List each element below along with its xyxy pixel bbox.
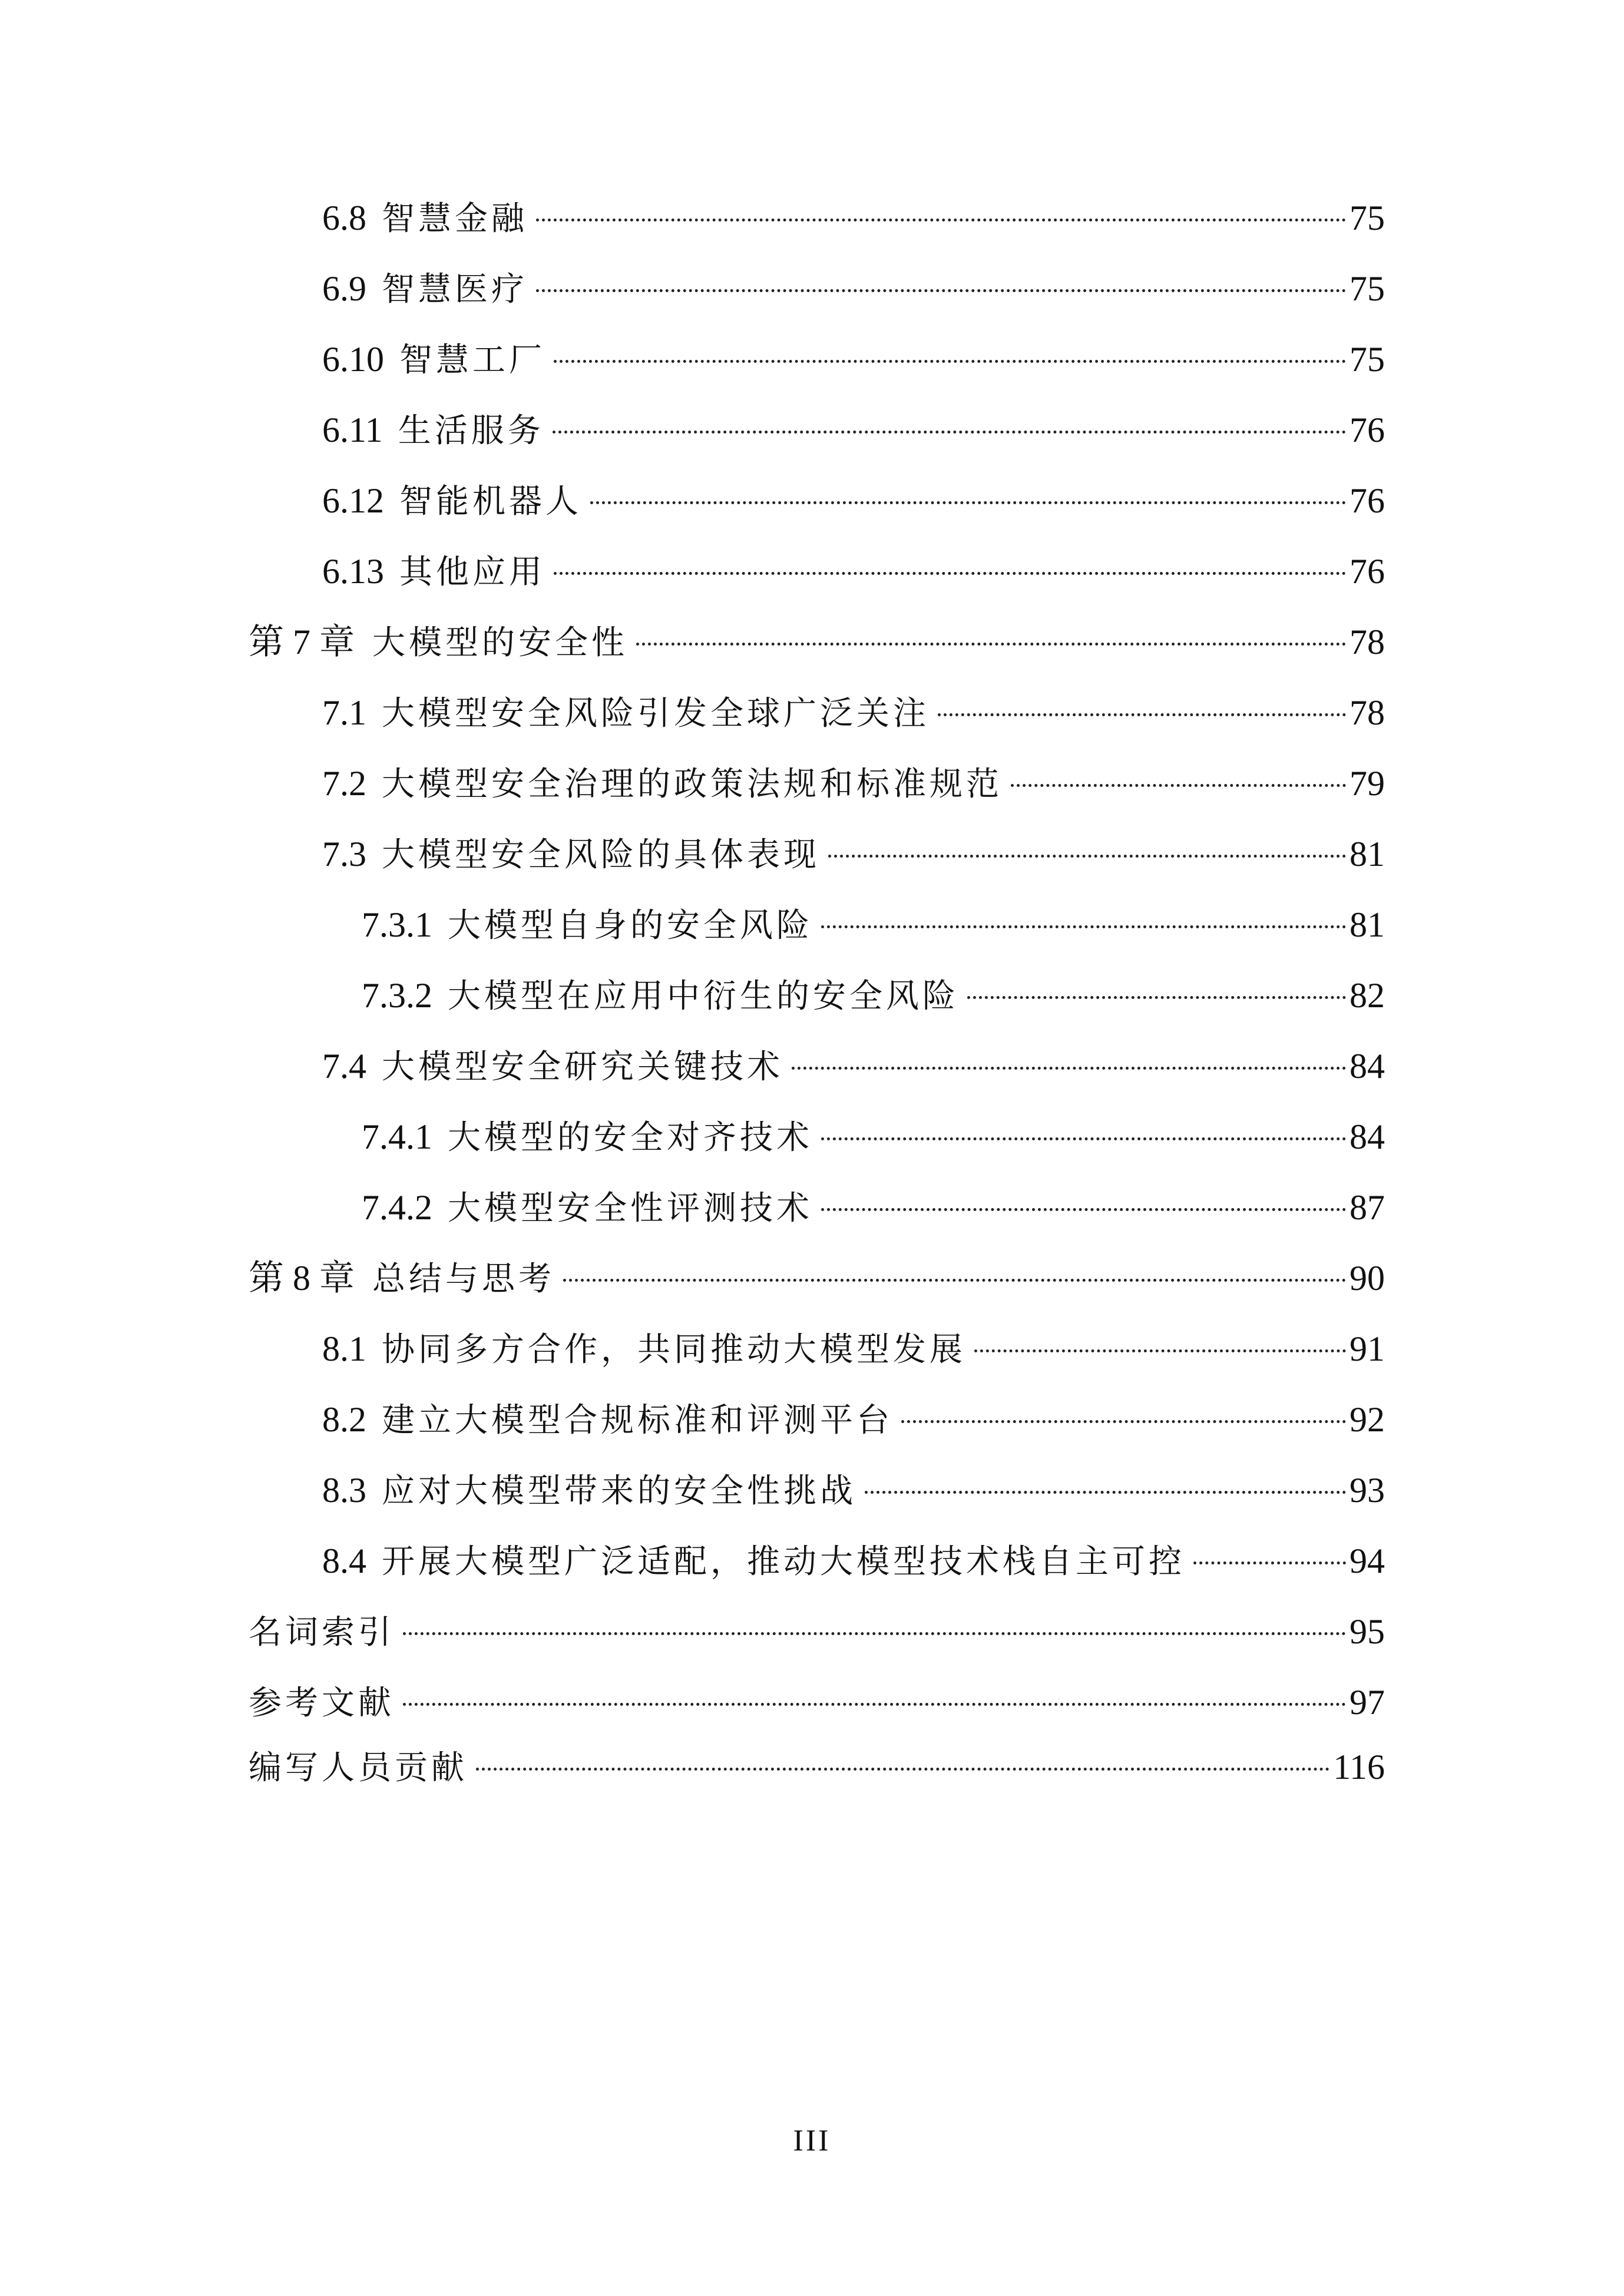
toc-entry-title: 生活服务 — [398, 412, 544, 450]
toc-entry-title: 大模型安全风险引发全球广泛关注 — [382, 694, 930, 733]
dot-leader — [536, 289, 1346, 292]
toc-entry[interactable] — [249, 1738, 1385, 1797]
toc-entry[interactable] — [322, 1461, 1385, 1520]
toc-entry-number: 7.4 — [322, 1047, 366, 1086]
toc-entry-page-number: 76 — [1350, 552, 1385, 591]
toc-entry-number: 7.3.1 — [362, 905, 432, 944]
toc-entry-page-number: 75 — [1350, 198, 1385, 237]
toc-entry-title: 大模型安全风险的具体表现 — [382, 836, 820, 874]
toc-entry-number: 6.8 — [322, 198, 366, 237]
toc-entry-page-number: 76 — [1350, 481, 1385, 520]
toc-entry-title: 智慧医疗 — [382, 270, 528, 309]
toc-entry-page-number: 84 — [1350, 1047, 1385, 1086]
dot-leader — [828, 855, 1346, 858]
dot-leader — [563, 1279, 1346, 1282]
toc-entry-page-number: 81 — [1350, 905, 1385, 944]
toc-entry-title: 大模型在应用中衍生的安全风险 — [448, 977, 959, 1015]
toc-entry[interactable] — [362, 966, 1385, 1025]
toc-entry-title: 大模型的安全性 — [372, 624, 628, 662]
toc-entry-title: 协同多方合作，共同推动大模型发展 — [382, 1331, 966, 1369]
toc-entry-page-number: 97 — [1350, 1683, 1385, 1722]
dot-leader — [865, 1491, 1346, 1494]
dot-leader — [821, 1137, 1346, 1140]
toc-entry[interactable] — [322, 542, 1385, 601]
toc-entry-number: 第 7 章 — [249, 623, 355, 661]
dot-leader — [938, 713, 1346, 716]
dot-leader — [636, 643, 1346, 646]
toc-entry-page-number: 79 — [1350, 764, 1385, 803]
dot-leader — [403, 1703, 1346, 1706]
dot-leader — [553, 431, 1346, 434]
toc-entry-title: 大模型安全性评测技术 — [448, 1189, 813, 1228]
toc-entry-number: 第 8 章 — [249, 1259, 355, 1298]
dot-leader — [403, 1632, 1346, 1635]
toc-entry-number: 6.13 — [322, 552, 384, 591]
dot-leader — [821, 1208, 1346, 1211]
dot-leader — [590, 501, 1346, 504]
toc-entry[interactable] — [322, 1531, 1385, 1590]
toc-entry-title: 名词索引 — [249, 1613, 395, 1652]
toc-entry[interactable] — [322, 754, 1385, 813]
toc-entry[interactable] — [322, 259, 1385, 318]
toc-entry-page-number: 82 — [1350, 976, 1385, 1015]
toc-entry-number: 8.4 — [322, 1541, 366, 1580]
dot-leader — [476, 1768, 1329, 1771]
toc-entry[interactable] — [322, 825, 1385, 884]
dot-leader — [792, 1067, 1346, 1070]
toc-entry[interactable] — [362, 1107, 1385, 1166]
toc-entry-page-number: 76 — [1350, 411, 1385, 449]
dot-leader — [536, 219, 1346, 221]
toc-entry-number: 8.1 — [322, 1329, 366, 1368]
toc-entry-page-number: 94 — [1350, 1541, 1385, 1580]
toc-entry-page-number: 93 — [1350, 1471, 1385, 1510]
toc-entry[interactable] — [249, 1673, 1385, 1732]
toc-entry-number: 8.2 — [322, 1400, 366, 1439]
toc-entry-title: 其他应用 — [399, 553, 545, 591]
page-footer-number: III — [793, 2124, 831, 2158]
dot-leader — [974, 1349, 1346, 1352]
toc-entry[interactable] — [249, 1249, 1385, 1308]
toc-entry[interactable] — [249, 613, 1385, 671]
toc-entry-number: 6.11 — [322, 411, 383, 449]
toc-entry-title: 大模型安全治理的政策法规和标准规范 — [382, 765, 1003, 803]
toc-entry-number: 7.4.2 — [362, 1188, 432, 1227]
toc-entry[interactable] — [322, 471, 1385, 530]
toc-entry-number: 8.3 — [322, 1471, 366, 1510]
toc-entry-page-number: 92 — [1350, 1400, 1385, 1439]
toc-entry-page-number: 91 — [1350, 1329, 1385, 1368]
dot-leader — [1011, 784, 1346, 787]
toc-entry-title: 智慧工厂 — [399, 341, 545, 379]
toc-entry-title: 智慧金融 — [382, 200, 528, 238]
toc-entry-title: 应对大模型带来的安全性挑战 — [382, 1472, 856, 1510]
toc-entry-title: 大模型安全研究关键技术 — [382, 1048, 783, 1086]
toc-entry[interactable] — [322, 330, 1385, 389]
toc-entry[interactable] — [362, 895, 1385, 954]
toc-entry-title: 开展大模型广泛适配，推动大模型技术栈自主可控 — [382, 1543, 1185, 1581]
toc-entry-number: 6.10 — [322, 340, 384, 379]
dot-leader — [554, 572, 1346, 575]
toc-entry-page-number: 95 — [1350, 1612, 1385, 1651]
toc-entry-page-number: 81 — [1350, 835, 1385, 874]
toc-entry-page-number: 78 — [1350, 693, 1385, 732]
toc-entry-title: 智能机器人 — [399, 482, 582, 521]
toc-entry-title: 建立大模型合规标准和评测平台 — [382, 1401, 893, 1440]
toc-entry[interactable] — [322, 1037, 1385, 1096]
toc-entry-number: 7.2 — [322, 764, 366, 803]
toc-entry-title: 大模型的安全对齐技术 — [448, 1119, 813, 1157]
toc-entry[interactable] — [322, 1319, 1385, 1378]
toc-entry-title: 总结与思考 — [372, 1260, 555, 1298]
toc-entry-title: 大模型自身的安全风险 — [448, 907, 813, 945]
dot-leader — [1193, 1561, 1346, 1564]
toc-entry-number: 7.3 — [322, 835, 366, 874]
dot-leader — [901, 1420, 1346, 1423]
toc-entry[interactable] — [249, 1602, 1385, 1661]
toc-entry-page-number: 87 — [1350, 1188, 1385, 1227]
toc-entry[interactable] — [322, 1390, 1385, 1449]
toc-entry-title: 参考文献 — [249, 1684, 395, 1722]
toc-entry-title: 编写人员贡献 — [249, 1749, 468, 1787]
toc-entry-page-number: 75 — [1350, 269, 1385, 308]
toc-entry-number: 6.12 — [322, 481, 384, 520]
toc-entry-page-number: 84 — [1350, 1117, 1385, 1156]
toc-entry-page-number: 78 — [1350, 623, 1385, 661]
toc-entry[interactable] — [362, 1178, 1385, 1237]
dot-leader — [554, 360, 1346, 363]
toc-entry-page-number: 90 — [1350, 1259, 1385, 1298]
toc-entry-page-number: 116 — [1333, 1748, 1385, 1786]
toc-entry[interactable] — [322, 683, 1385, 742]
dot-leader — [967, 996, 1346, 999]
toc-entry[interactable] — [322, 401, 1385, 459]
toc-entry-number: 7.3.2 — [362, 976, 432, 1015]
toc-entry-page-number: 75 — [1350, 340, 1385, 379]
toc-entry[interactable] — [322, 188, 1385, 247]
toc-entry-number: 7.4.1 — [362, 1117, 432, 1156]
toc-entry-number: 7.1 — [322, 693, 366, 732]
toc-entry-number: 6.9 — [322, 269, 366, 308]
dot-leader — [821, 925, 1346, 928]
